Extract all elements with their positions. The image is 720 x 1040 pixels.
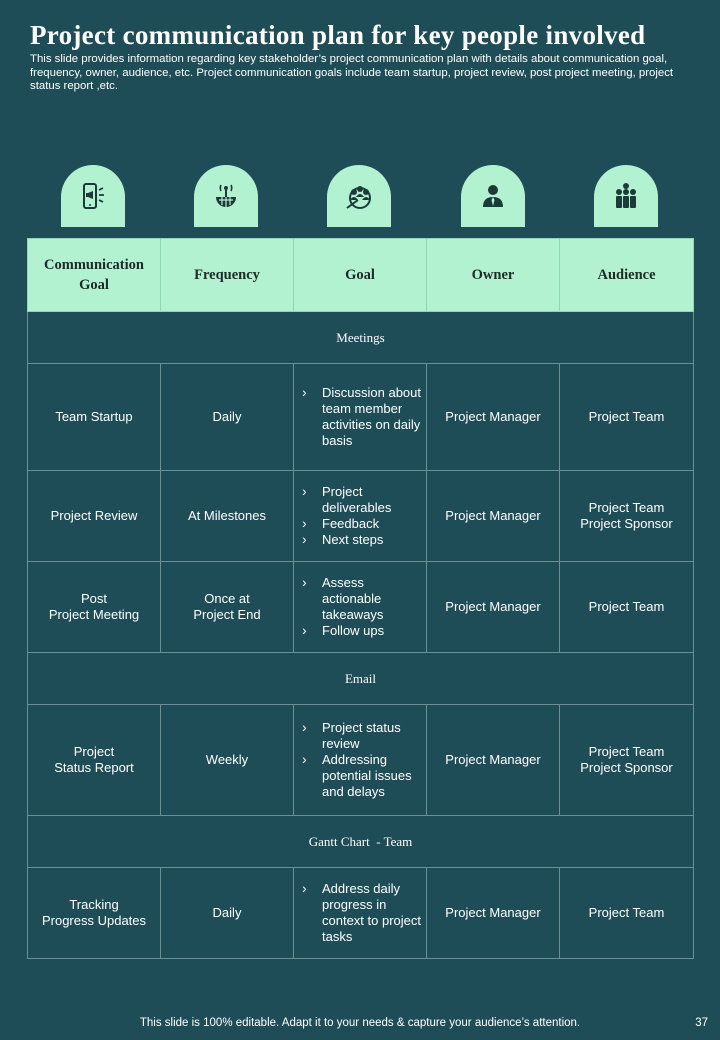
icon-row [27,165,693,227]
icon-tab [61,165,125,227]
section-title: Gantt Chart - Team [28,816,694,868]
goal-cell [294,471,427,562]
audience-cell: Project Team [560,562,694,653]
section-row-email [28,653,694,705]
icon-tab [327,165,391,227]
goal-cell [294,705,427,816]
goal-item: › Project deliverables [302,484,422,516]
goal-item: › Address daily progress in context to project tasks [302,881,422,945]
audience-cell: Project Team Project Sponsor [560,471,694,562]
page-subtitle: This slide provides information regarding key stakeholder’s project communication plan with details about communication goal, frequency, owner, audience, etc. Project communication goals include team startup, project review, post project meeting, project status report ,etc. [30,53,674,92]
comm-goal-cell: Project Status Report [28,705,161,816]
communication-plan-table [27,238,694,959]
table-row [28,705,694,816]
section-title: Meetings [28,312,694,364]
comm-goal-cell: Project Review [28,471,161,562]
manager-icon [478,181,508,211]
comm-goal-cell: Team Startup [28,364,161,471]
column-header-frequency: Frequency [161,239,294,312]
owner-cell: Project Manager [427,868,560,959]
audience-cell: Project Team [560,868,694,959]
goal-cell [294,868,427,959]
frequency-cell: Daily [161,868,294,959]
goal-cell [294,364,427,471]
table-row [28,868,694,959]
section-row-meetings [28,312,694,364]
goal-item: › Follow ups [302,623,422,639]
table-row [28,471,694,562]
globe-signal-icon [211,181,241,211]
frequency-cell: Once at Project End [161,562,294,653]
owner-cell: Project Manager [427,705,560,816]
page-number: 37 [695,1017,708,1029]
goal-item: › Discussion about team member activities on daily basis [302,385,422,449]
owner-cell: Project Manager [427,562,560,653]
page-title: Project communication plan for key people involved [30,20,646,50]
table-row [28,364,694,471]
audience-group-icon [611,181,641,211]
team-target-icon [344,181,374,211]
icon-tab [594,165,658,227]
frequency-cell: At Milestones [161,471,294,562]
section-title: Email [28,653,694,705]
table-header-row [28,239,694,312]
goal-item: › Project status review [302,720,422,752]
section-row-gantt-chart [28,816,694,868]
goal-cell [294,562,427,653]
owner-cell: Project Manager [427,364,560,471]
icon-tab [461,165,525,227]
frequency-cell: Daily [161,364,294,471]
column-header-goal: Goal [294,239,427,312]
goal-item: › Next steps [302,532,422,548]
footer-note: This slide is 100% editable. Adapt it to your needs & capture your audience’s attention. [139,1017,581,1029]
audience-cell: Project Team [560,364,694,471]
frequency-cell: Weekly [161,705,294,816]
mobile-megaphone-icon [78,181,108,211]
column-header-audience: Audience [560,239,694,312]
comm-goal-cell: Tracking Progress Updates [28,868,161,959]
comm-goal-cell: Post Project Meeting [28,562,161,653]
owner-cell: Project Manager [427,471,560,562]
goal-item: › Assess actionable takeaways [302,575,422,623]
audience-cell: Project Team Project Sponsor [560,705,694,816]
table-row [28,562,694,653]
goal-item: › Addressing potential issues and delays [302,752,422,800]
icon-tab [194,165,258,227]
column-header-communication-goal: Communication Goal [28,239,161,312]
column-header-owner: Owner [427,239,560,312]
goal-item: › Feedback [302,516,422,532]
